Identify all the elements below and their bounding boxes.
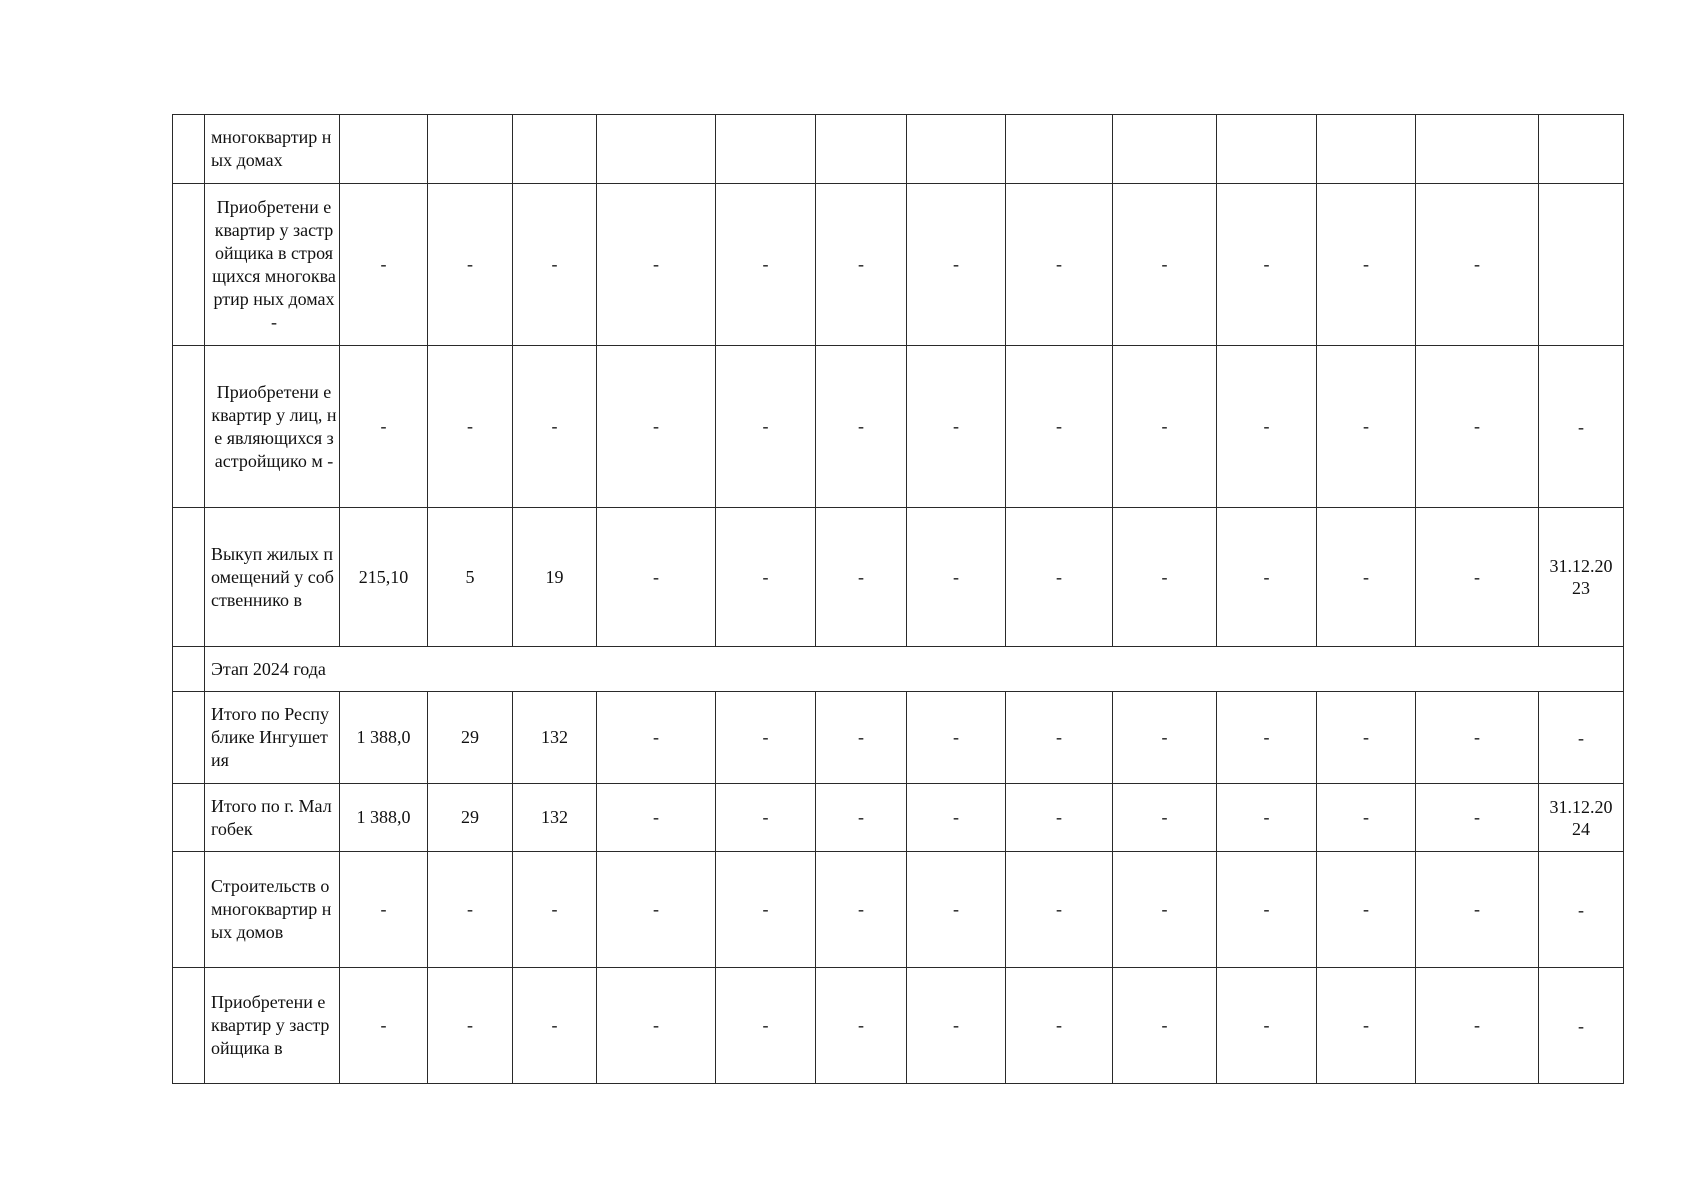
completion-date-cell: 31.12.20 24 <box>1539 784 1624 852</box>
row-number-cell <box>173 115 205 184</box>
value-cell: - <box>1113 784 1217 852</box>
row-number-cell <box>173 184 205 346</box>
value-cell: - <box>513 968 597 1084</box>
value-cell: - <box>1217 184 1317 346</box>
value-cell: - <box>816 508 907 647</box>
row-label: Приобретени е квартир у застройщика в <box>205 968 340 1084</box>
table-row <box>173 968 1624 1084</box>
table-body <box>173 115 1624 1084</box>
value-cell: - <box>597 184 716 346</box>
value-cell: - <box>907 784 1006 852</box>
value-cell: - <box>1416 784 1539 852</box>
program-table <box>172 114 1624 1084</box>
value-cell: - <box>597 508 716 647</box>
value-cell: 132 <box>513 784 597 852</box>
completion-date-cell <box>1539 184 1624 346</box>
value-cell <box>1217 115 1317 184</box>
stage-row <box>173 647 1624 692</box>
value-cell: - <box>513 346 597 508</box>
table-row <box>173 852 1624 968</box>
value-cell: - <box>1217 784 1317 852</box>
value-cell <box>1416 115 1539 184</box>
value-cell <box>816 115 907 184</box>
row-number-cell <box>173 508 205 647</box>
table-row <box>173 784 1624 852</box>
value-cell: 1 388,0 <box>340 784 428 852</box>
value-cell: - <box>597 692 716 784</box>
stage-heading: Этап 2024 года <box>205 647 1624 692</box>
value-cell: - <box>1416 508 1539 647</box>
value-cell: - <box>340 968 428 1084</box>
value-cell: - <box>1217 346 1317 508</box>
value-cell <box>1113 115 1217 184</box>
value-cell: - <box>428 346 513 508</box>
value-cell: - <box>428 968 513 1084</box>
value-cell: - <box>1217 508 1317 647</box>
value-cell <box>1317 115 1416 184</box>
completion-date-cell: - <box>1539 968 1624 1084</box>
table-row <box>173 346 1624 508</box>
value-cell: - <box>1317 968 1416 1084</box>
value-cell: - <box>716 508 816 647</box>
value-cell: - <box>907 852 1006 968</box>
value-cell <box>428 115 513 184</box>
completion-date-cell: - <box>1539 852 1624 968</box>
value-cell: - <box>1006 968 1113 1084</box>
table-row <box>173 692 1624 784</box>
value-cell: - <box>428 852 513 968</box>
row-label: Выкуп жилых помещений у собственнико в <box>205 508 340 647</box>
value-cell: - <box>1416 852 1539 968</box>
value-cell: - <box>816 346 907 508</box>
value-cell: - <box>1006 784 1113 852</box>
value-cell: - <box>716 184 816 346</box>
value-cell: - <box>1317 184 1416 346</box>
value-cell: 19 <box>513 508 597 647</box>
value-cell: - <box>1217 852 1317 968</box>
value-cell: - <box>1217 692 1317 784</box>
value-cell: - <box>907 692 1006 784</box>
value-cell: - <box>340 184 428 346</box>
value-cell: - <box>1006 692 1113 784</box>
row-label: многоквартир ных домах <box>205 115 340 184</box>
value-cell: - <box>716 692 816 784</box>
completion-date-cell: 31.12.20 23 <box>1539 508 1624 647</box>
value-cell: 29 <box>428 784 513 852</box>
value-cell: - <box>340 346 428 508</box>
value-cell: - <box>1113 346 1217 508</box>
value-cell: - <box>340 852 428 968</box>
row-number-cell <box>173 968 205 1084</box>
value-cell: - <box>1113 692 1217 784</box>
value-cell: - <box>716 784 816 852</box>
row-number-cell <box>173 692 205 784</box>
value-cell: - <box>907 346 1006 508</box>
value-cell: 29 <box>428 692 513 784</box>
value-cell: - <box>1006 852 1113 968</box>
row-label: Итого по г. Малгобек <box>205 784 340 852</box>
value-cell: - <box>1317 852 1416 968</box>
value-cell: - <box>1006 346 1113 508</box>
row-label: Приобретени е квартир у застройщика в строящихся многоквартир ных домах - <box>205 184 340 346</box>
value-cell: 5 <box>428 508 513 647</box>
value-cell: - <box>907 508 1006 647</box>
completion-date-cell: - <box>1539 346 1624 508</box>
value-cell: - <box>1317 346 1416 508</box>
table-row <box>173 508 1624 647</box>
value-cell <box>716 115 816 184</box>
value-cell: - <box>597 852 716 968</box>
value-cell: - <box>1006 508 1113 647</box>
value-cell: - <box>1416 346 1539 508</box>
value-cell: - <box>1317 692 1416 784</box>
value-cell: - <box>1113 968 1217 1084</box>
value-cell <box>340 115 428 184</box>
value-cell: - <box>1317 508 1416 647</box>
completion-date-cell <box>1539 115 1624 184</box>
value-cell: 215,10 <box>340 508 428 647</box>
value-cell: - <box>1217 968 1317 1084</box>
value-cell: - <box>816 968 907 1084</box>
value-cell: - <box>1113 508 1217 647</box>
value-cell: 1 388,0 <box>340 692 428 784</box>
value-cell: - <box>1416 692 1539 784</box>
value-cell: - <box>1416 968 1539 1084</box>
value-cell: - <box>597 784 716 852</box>
value-cell: - <box>513 852 597 968</box>
value-cell: - <box>716 346 816 508</box>
value-cell: - <box>816 784 907 852</box>
value-cell: - <box>1317 784 1416 852</box>
value-cell: - <box>1113 184 1217 346</box>
value-cell: - <box>907 184 1006 346</box>
row-label: Строительств о многоквартир ных домов <box>205 852 340 968</box>
value-cell: - <box>816 852 907 968</box>
value-cell: - <box>816 692 907 784</box>
value-cell: - <box>1416 184 1539 346</box>
value-cell: - <box>1113 852 1217 968</box>
row-number-cell <box>173 852 205 968</box>
completion-date-cell: - <box>1539 692 1624 784</box>
table-row <box>173 184 1624 346</box>
value-cell: - <box>716 852 816 968</box>
value-cell: - <box>1006 184 1113 346</box>
row-label: Приобретени е квартир у лиц, не являющихся застройщико м - <box>205 346 340 508</box>
value-cell: - <box>907 968 1006 1084</box>
value-cell <box>513 115 597 184</box>
table-row <box>173 115 1624 184</box>
value-cell: - <box>597 968 716 1084</box>
row-label: Итого по Республике Ингушетия <box>205 692 340 784</box>
row-number-cell <box>173 346 205 508</box>
row-number-cell <box>173 784 205 852</box>
value-cell: - <box>428 184 513 346</box>
row-number-cell <box>173 647 205 692</box>
value-cell <box>597 115 716 184</box>
value-cell <box>907 115 1006 184</box>
value-cell: - <box>816 184 907 346</box>
value-cell: - <box>597 346 716 508</box>
value-cell <box>1006 115 1113 184</box>
value-cell: 132 <box>513 692 597 784</box>
value-cell: - <box>513 184 597 346</box>
value-cell: - <box>716 968 816 1084</box>
